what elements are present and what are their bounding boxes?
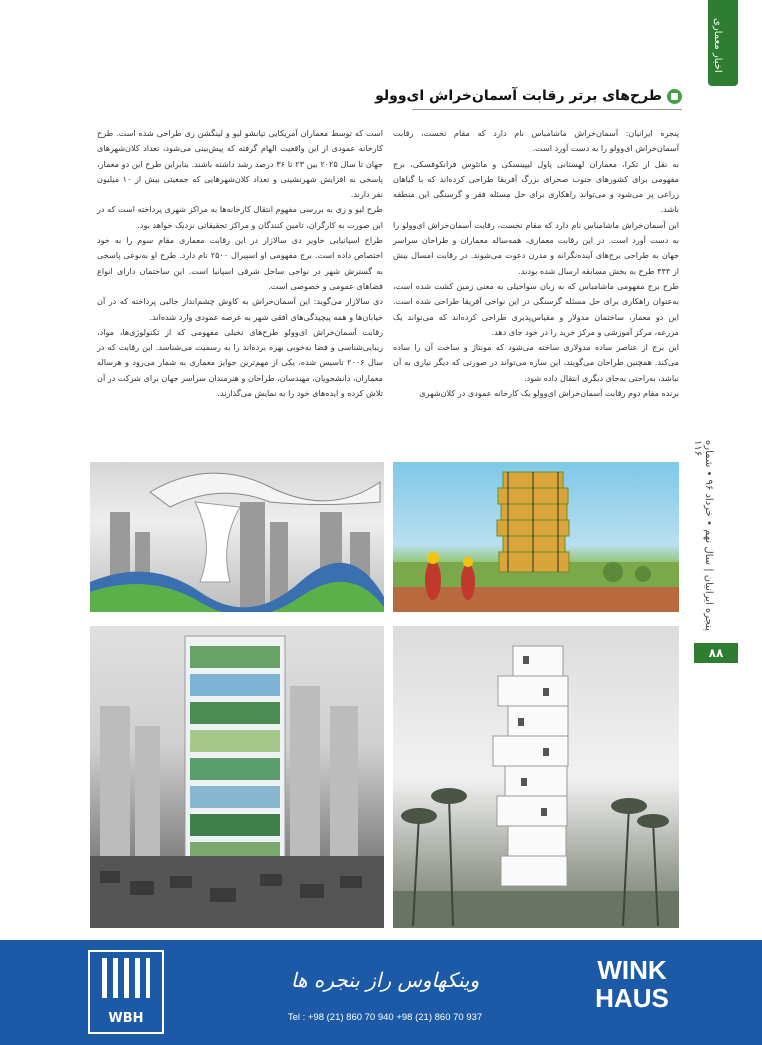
section-label: اخبار معماری xyxy=(712,18,723,73)
paragraph: طرح لیو و زی به بررسی مفهوم انتقال کارخانه‌ها به مراکز شهری پرداخته است که در این صورت به کارگران، تامین کنندگان و مراکز تحقیقاتی نزدیک خواهد بود. xyxy=(97,204,383,230)
footer-advertisement[interactable] xyxy=(0,940,762,1045)
photo-landscape-tower xyxy=(90,626,384,928)
photo-mashambas-tower xyxy=(393,462,679,612)
paragraph: رقابت آسمان‌خراش ای‌وولو طرح‌های تخیلی مفهومی که از تکنولوژی‌ها، مواد، زیبایی‌شناسی و فضا به‌خوبی بهره برده‌اند را به رسمیت می‌شناسد. این رقابت که در سال ۲۰۰۶ تاسیس شده، یکی از مهم‌ترین جوایز معماری به شمار می‌رود و هرساله معماران، دانشجویان، مهندسان، طراحان و هنرمندان سراسر جهان برای شرکت در آن تلاش کرده و ایده‌های خود را به نمایش می‌گذارند. xyxy=(97,326,384,399)
wbh-logo-text: WBH xyxy=(108,1011,144,1026)
winkhaus-logo-line2: HAUS xyxy=(595,983,669,1013)
paragraph: است که توسط معماران آمریکایی تیانشو لیو و لینگشن زی طراحی شده است. طرح کارخانه عمودی از این واقعیت الهام گرفته که پیش‌بینی می‌شود، تعداد کلان‌شهرهای جهان تا سال ۲۰۲۵ بین ۲۳ تا ۳۶ درصد رشد داشته باشند. بنابراین طرح این دو معمار، پاسخی به افزایش شهرنشینی و تعداد کلان‌شهرهایی که جمعیتی بیش از ۱۰ میلیون نفر دارند. xyxy=(97,128,383,200)
section-tab xyxy=(708,0,738,86)
photo-mashambas-illustration xyxy=(393,462,679,612)
photo-white-tower-illustration xyxy=(393,626,679,928)
paragraph: این آسمان‌خراش ماشامباس نام دارد که مقام نخست، رقابت آسمان‌خراش ای‌وولو را به دست آورد است. در این رقابت معماری، همه‌ساله معماران و طراحان سراسر جهان به طراحی برج‌های آینده‌نگرانه و مدرن دعوت می‌شوند. در رقابت امسال بیش از ۴۴۴ طرح به بخش مسابقه ارسال شده بودند. xyxy=(393,219,679,276)
issue-info: پنجره ایرانیان | سال نهم • خرداد ۹۶ • شماره ۱۱۶ xyxy=(692,440,714,631)
photo-landscape-tower-illustration xyxy=(90,626,384,928)
photo-white-tower xyxy=(393,626,679,928)
magazine-issue-strip xyxy=(686,440,712,640)
title-underline xyxy=(412,109,682,110)
paragraph: این برج از عناصر ساده مدولاری ساخته می‌شود که مونتاژ و ساخت آن را ساده می‌کند. همچنین طراحان می‌گویند، این سازه می‌تواند در صورتی که دیگر نیازی به آن نباشد، به‌راحتی به‌جای دیگری انتقال داده شود. xyxy=(393,342,679,383)
photo-vertical-factory-illustration xyxy=(90,462,384,612)
wbh-logo xyxy=(88,950,164,1034)
paragraph: دی سالازار می‌گوید: این آسمان‌خراش به کاوش چشم‌انداز جالبی پرداخته که در آن خیابان‌ها و همه پیچیدگی‌های افقی شهر به عرصه عمودی وارد شده‌اند. xyxy=(97,296,383,322)
ad-phone-numbers: Tel : +98 (21) 860 70 940 +98 (21) 860 70 937 xyxy=(287,1012,483,1023)
paragraph: به نقل از تکرا، معماران لهستانی پاول لیپینسکی و ماتئوس فرانکوفسکی، برج مفهومی برای کشورهای جنوب صحرای بزرگ آفریقا طراحی کرده‌اند که با گیاهان زراعی پر می‌شود و می‌تواند راهکاری برای حل مسئله فقر و گرسنگی این منطقه باشد. xyxy=(393,158,679,215)
photo-vertical-factory xyxy=(90,462,384,612)
article-title-row xyxy=(375,88,682,108)
text-column-left xyxy=(97,126,383,401)
ad-tagline: وینکهاوس راز بنجره ها xyxy=(290,968,480,992)
section-bullet-icon xyxy=(667,89,682,104)
paragraph: پنجره ایرانیان: آسمان‌خراش ماشامباس نام دارد که مقام نخست، رقابت آسمان‌خراش ای‌وولو را به دست آورد است. xyxy=(393,128,679,154)
text-column-right xyxy=(393,126,679,401)
paragraph: طراح اسپانیایی خاویر دی سالازار در این رقابت معماری مقام سوم را به خود اختصاص داده است. برج مفهومی او اسپیرال ۲۵۰۰ نام دارد. طرح او به‌نوعی پاسخی به گسترش شهر در نواحی ساحل شرقی اسپانیا است. این ساختمان دارای انواع فضاهای عمومی و خصوصی است. xyxy=(97,235,383,291)
wbh-logo-mark xyxy=(102,958,150,998)
winkhaus-logo xyxy=(588,956,676,1018)
paragraph: طرح برج مفهومی ماشامباس که به زبان سواحیلی به معنی زمین کشت شده است، به‌عنوان راهکاری برای حل مسئله گرسنگی در این نواحی آفریقا طراحی شده است. این دو معمار، ساختمان مدولار و مقیاس‌پذیری طراحی کرده‌اند که می‌تواند یک مزرعه، مرکز آموزشی و مرکز خرید را در خود جای دهد. xyxy=(393,280,679,337)
page-number: ۸۸ xyxy=(694,643,738,663)
article-title: طرح‌های برتر رقابت آسمان‌خراش ای‌وولو xyxy=(375,88,662,104)
paragraph: برنده مقام دوم رقابت آسمان‌خراش ای‌وولو یک کارخانه عمودی در کلان‌شهری xyxy=(419,388,679,399)
winkhaus-logo-line1: WINK xyxy=(597,955,667,985)
